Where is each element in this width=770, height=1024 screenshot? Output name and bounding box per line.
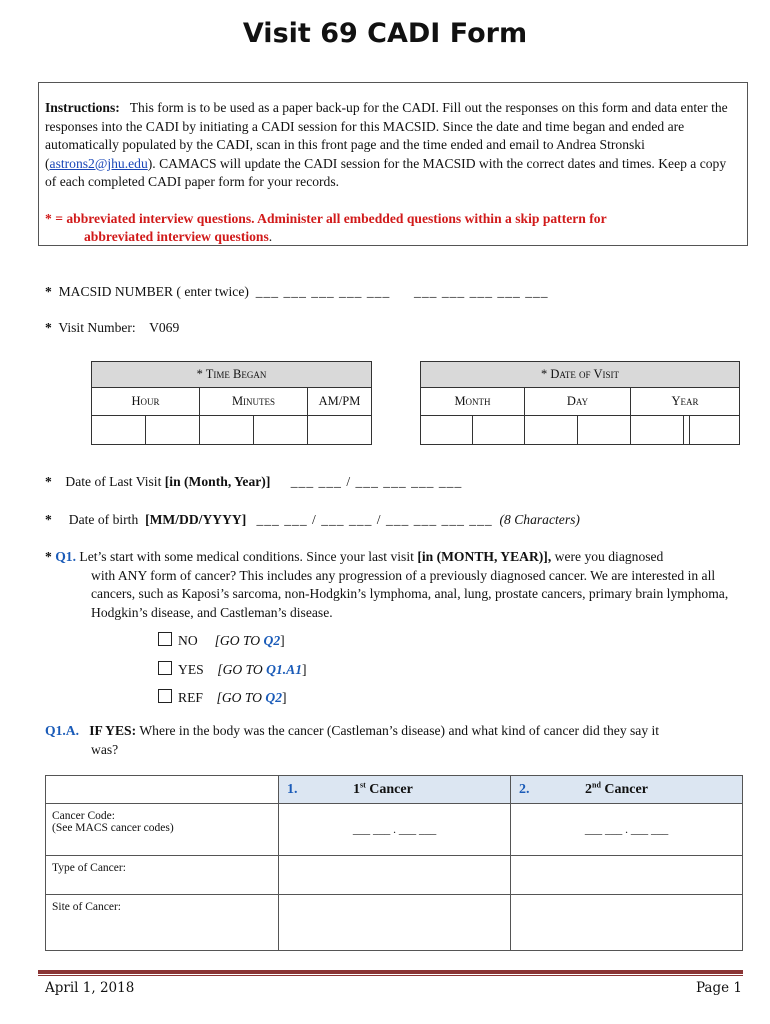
- dob-label: Date of birth: [68, 512, 139, 527]
- q1a-bold: IF YES:: [89, 723, 137, 738]
- goto-ref[interactable]: Q2: [265, 690, 283, 705]
- minutes-label: Minutes: [200, 388, 308, 416]
- ampm-cell[interactable]: [308, 416, 372, 445]
- cancer-code-label: Cancer Code: (See MACS cancer codes): [46, 804, 279, 856]
- q1-star: *: [45, 549, 52, 564]
- goto-prefix-ref: [GO TO: [216, 690, 266, 705]
- hour-cell-2[interactable]: [146, 416, 200, 445]
- time-began-grid: [91, 361, 372, 445]
- footer-page: Page 1: [695, 980, 742, 996]
- day-cell-1[interactable]: [525, 416, 578, 445]
- q1a-text-1: Where in the body was the cancer (Castleman’s disease) and what kind of cancer did they say it: [139, 723, 660, 738]
- dob-row: [45, 512, 580, 528]
- dob-blanks[interactable]: ___ ___ / ___ ___ / ___ ___ ___ ___: [256, 512, 493, 527]
- last-visit-label: Date of Last Visit: [65, 474, 162, 489]
- question-q1a: [45, 722, 745, 759]
- day-label: Day: [525, 388, 631, 416]
- option-yes-label: YES: [178, 662, 204, 677]
- cancer-2-type[interactable]: [511, 856, 743, 895]
- year-cell-1[interactable]: [631, 416, 684, 445]
- cancer-header-1: [279, 776, 511, 804]
- q1-option-no[interactable]: [158, 632, 285, 649]
- q1-text-b: were you diagnosed: [554, 549, 664, 564]
- footer-divider-thin: [38, 975, 743, 976]
- year-cell-3[interactable]: [690, 416, 740, 445]
- checkbox-yes[interactable]: [158, 661, 172, 675]
- cancer-table: [45, 775, 743, 951]
- date-of-visit-header: * Date of Visit: [421, 362, 740, 388]
- ampm-label: AM/PM: [308, 388, 372, 416]
- site-of-cancer-label: Site of Cancer:: [46, 895, 279, 951]
- q1-option-ref[interactable]: [158, 689, 287, 706]
- cancer-1-site[interactable]: [279, 895, 511, 951]
- cancer-2-num: 2.: [519, 782, 530, 798]
- q1-bold: [in (MONTH, YEAR)],: [417, 549, 552, 564]
- instructions-text: [45, 99, 740, 192]
- cancer-1-code[interactable]: ___ ___ . ___ ___: [279, 804, 511, 856]
- visit-label: Visit Number:: [58, 320, 136, 335]
- visit-value: V069: [149, 320, 180, 335]
- goto-suffix-yes: ]: [302, 662, 307, 677]
- abbrev-period: .: [268, 229, 273, 244]
- q1a-text-2: was?: [91, 741, 119, 757]
- macsid-blanks-2[interactable]: ___ ___ ___ ___ ___: [414, 284, 549, 299]
- minutes-cell-1[interactable]: [200, 416, 254, 445]
- q1-option-yes[interactable]: [158, 661, 307, 678]
- cancer-2-site[interactable]: [511, 895, 743, 951]
- question-q1: [45, 548, 745, 622]
- goto-prefix-yes: [GO TO: [217, 662, 267, 677]
- type-of-cancer-label: Type of Cancer:: [46, 856, 279, 895]
- month-label: Month: [421, 388, 525, 416]
- goto-suffix-no: ]: [280, 633, 285, 648]
- footer-divider: [38, 970, 743, 974]
- email-link[interactable]: astrons2@jhu.edu: [49, 155, 148, 171]
- minutes-cell-2[interactable]: [254, 416, 308, 445]
- q1-text-a: Let’s start with some medical conditions. Since your last visit: [79, 549, 414, 564]
- checkbox-no[interactable]: [158, 632, 172, 646]
- last-visit-format: [in (Month, Year)]: [164, 474, 271, 489]
- cancer-header-blank: [46, 776, 279, 804]
- option-no-label: NO: [178, 633, 198, 648]
- option-ref-label: REF: [178, 690, 203, 705]
- macsid-star: *: [45, 284, 52, 299]
- macsid-blanks-1[interactable]: ___ ___ ___ ___ ___: [255, 284, 391, 299]
- cancer-1-type[interactable]: [279, 856, 511, 895]
- year-label: Year: [631, 388, 740, 416]
- cancer-header-2: [511, 776, 743, 804]
- goto-prefix-no: [GO TO: [214, 633, 264, 648]
- time-began-header: * Time Began: [92, 362, 372, 388]
- q1a-label: Q1.A.: [45, 723, 79, 738]
- instructions-body-1: This form is to be used as a paper back-up for the CADI. Fill out the responses on this form and data enter the responses into the CADI by initiating a CADI session for this MACSID. Since the date and time began and ended are automatically populated by the CADI, scan in this front page and the time ended and email to Andrea Stronski (: [45, 100, 728, 171]
- cancer-2-title: 2nd Cancer: [585, 780, 648, 798]
- abbrev-line-2: abbreviated interview questions: [84, 229, 269, 244]
- abbrev-note: [45, 210, 740, 246]
- page-title: Visit 69 CADI Form: [242, 18, 528, 49]
- dob-star: *: [45, 512, 52, 527]
- dob-format: [MM/DD/YYYY]: [145, 512, 247, 527]
- q1-body: with ANY form of cancer? This includes any progression of a previously diagnosed cancer. We are interested in all cancers, such as Kaposi’s sarcoma, non-Hodgkin’s lymphoma, anal, lung, prostate cancers, primary brain lymphoma, Hodgkin’s disease, and Castleman’s disease.: [91, 567, 729, 620]
- q1-label: Q1.: [55, 549, 76, 564]
- hour-cell-1[interactable]: [92, 416, 146, 445]
- checkbox-ref[interactable]: [158, 689, 172, 703]
- macsid-row: [45, 284, 549, 300]
- cancer-2-code[interactable]: ___ ___ . ___ ___: [511, 804, 743, 856]
- last-visit-star: *: [45, 474, 52, 489]
- goto-yes[interactable]: Q1.A1: [266, 662, 303, 677]
- footer-date: April 1, 2018: [45, 980, 135, 996]
- hour-label: Hour: [92, 388, 200, 416]
- macsid-label: MACSID NUMBER ( enter twice): [58, 284, 249, 299]
- date-of-visit-grid: [420, 361, 740, 445]
- abbrev-line-1: * = abbreviated interview questions. Administer all embedded questions within a skip pattern for: [45, 211, 607, 226]
- instructions-body-2: ). CAMACS will update the CADI session for the MACSID with the correct dates and times. Keep a copy of each completed CADI paper form for your records.: [45, 155, 727, 190]
- day-cell-2[interactable]: [578, 416, 631, 445]
- last-visit-row: [45, 474, 462, 490]
- instructions-label: Instructions:: [45, 100, 120, 115]
- goto-suffix-ref: ]: [282, 690, 287, 705]
- last-visit-blanks[interactable]: ___ ___ / ___ ___ ___ ___: [290, 474, 463, 489]
- cancer-1-num: 1.: [287, 782, 298, 798]
- month-cell-1[interactable]: [421, 416, 473, 445]
- dob-note: (8 Characters): [499, 512, 580, 527]
- cancer-1-title: 1st Cancer: [353, 780, 413, 798]
- month-cell-2[interactable]: [473, 416, 525, 445]
- visit-row: [45, 320, 179, 336]
- visit-star: *: [45, 320, 52, 335]
- goto-no[interactable]: Q2: [263, 633, 281, 648]
